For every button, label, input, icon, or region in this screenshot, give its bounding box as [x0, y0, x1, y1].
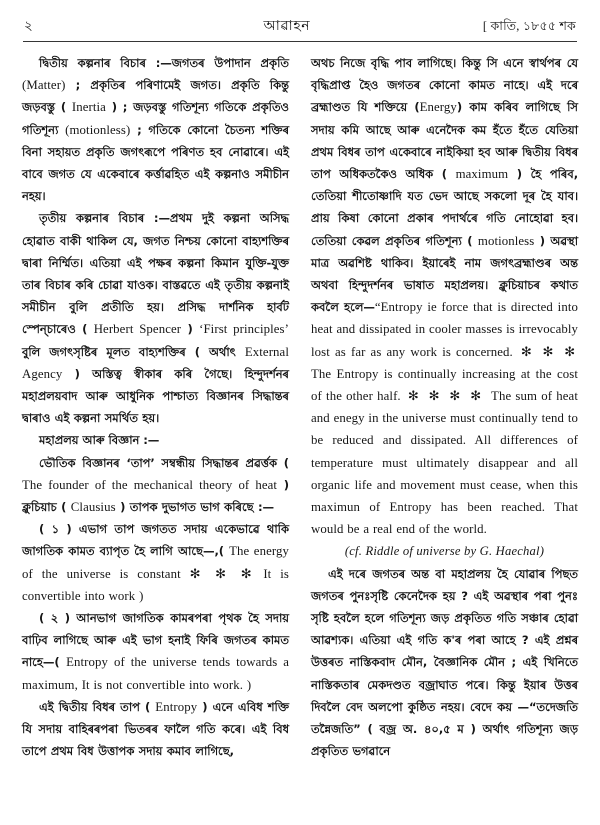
assamese-text-run: তৃতীয় কল্পনাৰ বিচাৰ :—প্ৰথম দুই কল্পনা অসিদ্ধ হোৱাত বাকী থাকিল যে, জগত নিশ্চয় কোনো বাহ্যশক্তিৰ দ্বাৰা নিৰ্ম্মিত। এতিয়া এই পক্ষৰ কল্পনা কিমান যুক্তি-যুক্ত তাৰ বিচাৰ কৰি চোৱা যাওক। বাস্তৱতে এই তৃতীয় কল্পনাই সমীচীন বুলি প্ৰতীতি হয়। প্ৰসিদ্ধ দাৰ্শনিক হাৰ্বট স্পেন্চাৰেও (	[22, 211, 289, 337]
latin-text-run: Entropy of the universe tends towards a maximum, It is not convertible into work. )	[22, 655, 289, 692]
paragraph	[22, 207, 289, 429]
assamese-text-run: ) অৱস্থা মাত্ৰ অৱশিষ্ট থাকিব। ইয়াৰেই নাম জগৎব্ৰহ্মাণ্ডৰ অন্ত অথবা হিন্দুদৰ্শনৰ ভাষাত মহাপ্ৰলয়। ক্লুচিয়াচৰ কথাত কবলৈ হলে—	[311, 233, 578, 315]
assamese-text-run: ; প্ৰকৃতিৰ পৰিণামেই জগত। প্ৰকৃতি কিন্তু জড়বস্তু (	[22, 78, 289, 115]
assamese-text-run: ) এনে এবিধ শক্তি যি সদায় বাহিৰৰপৰা ভিতৰৰ ফালৈ গতি কৰে। এই বিধ তাপে প্ৰথম বিধ উত্তাপক সদায় কমাব লাগিছে,	[22, 699, 289, 759]
assamese-text-run: ( ১ ) এভাগ তাপ জগতত সদায় একেভাৱে থাকি জাগতিক কামত ব্যাপৃত হৈ লাগি আছে—,(	[22, 522, 289, 559]
latin-text-run: Clausius	[70, 500, 116, 515]
latin-text-run: (Matter)	[22, 78, 66, 93]
assamese-text-run: )	[181, 322, 200, 337]
latin-text-run: Inertia	[71, 100, 106, 115]
latin-text-run: ‘First principles’	[199, 322, 289, 337]
latin-text-run: The founder of the mechanical theory of heat	[22, 477, 278, 492]
paragraph	[22, 52, 289, 207]
latin-text-run: (motionless)	[65, 122, 131, 137]
assamese-text-run: ( ২ ) আনভাগ জাগতিক কামৰপৰা পৃথক হৈ সদায় বাঢ়িব লাগিছে আৰু এই ভাগ হনাই ফিৰি জগতৰ কামত নাহে—(	[22, 611, 289, 670]
latin-text-run: motionless	[477, 233, 535, 248]
assamese-text-run: অথচ নিজে বৃদ্ধি পাব লাগিছে। কিন্তু সি এনে স্বাৰ্থপৰ যে বৃদ্ধিপ্ৰাপ্ত হৈও জগতৰ কোনো কামত নাহে। এই দৰে ব্ৰহ্মাণ্ডত যি শক্তিয়ে (	[311, 56, 578, 115]
latin-text-run: Entropy	[155, 699, 198, 714]
asterisk-separator: ✻ ✻ ✻ ✻	[400, 389, 492, 404]
asterisk-separator: ✻ ✻ ✻	[512, 344, 579, 359]
assamese-text-run: ) অস্তিত্ব স্বীকাৰ কৰি গৈছে। হিন্দুদৰ্শনৰ মহাপ্ৰলয়বাদ আৰু আধুনিক পাশ্চাত্য বিজ্ঞানৰ সিদ্ধান্তৰ দ্বাৰাও এই কল্পনা সমৰ্থিত হয়।	[22, 366, 289, 426]
assamese-text-run: ) তাপক দুভাগত ভাগ কৰিছে :—	[115, 500, 274, 515]
paragraph	[22, 518, 289, 607]
left-column	[22, 52, 289, 812]
assamese-text-run: ) কাম কৰিব লাগিছে সি সদায় কমি আছে আৰু এনেদৈক কম হঁতে হঁতে যেতিয়া প্ৰথম বিধৰ তাপ একেবাৰে নাইকিয়া হব আৰু দ্বিতীয় বিধৰ তাপ অধিকতকৈও অধিক (	[311, 100, 578, 182]
assamese-text-run: বুলি জগৎসৃষ্টিৰ মূলত বাহ্যশক্তিৰ ( অৰ্থাৎ	[22, 344, 245, 359]
latin-text-run: The Entropy is continually increasing at the cost of the other half.	[311, 366, 578, 404]
page-folio-number: ২	[24, 18, 33, 33]
latin-text-run: Energy	[419, 100, 457, 115]
assamese-text-run: ) ক্লুচিয়াচ (	[22, 477, 289, 515]
assamese-text-run: এই দ্বিতীয় বিধৰ তাপ (	[39, 699, 156, 714]
paragraph	[22, 696, 289, 763]
latin-text-run: It is convertible into work )	[22, 566, 289, 603]
source-citation: (cf. Riddle of universe by G. Haechal)	[344, 544, 545, 559]
header-divider-rule	[23, 41, 577, 42]
paragraph	[22, 607, 289, 696]
paragraph	[311, 52, 578, 540]
latin-text-run: “Entropy ie force that is directed into heat and dissipated in cooler masses is irrevocably lost as far as any work is concerned.	[311, 300, 578, 359]
assamese-text-run: ) হৈ পৰিব, তেতিয়া শীতোষ্ণাদি যত ভেদ আছে সকলো দূৰ হৈ যাব। প্ৰায় কিষা কোনো প্ৰকাৰ পদাৰ্থৰে গতি নোহোৱা হব। তেতিয়া কেৱল প্ৰকৃতিৰ গতিশূন্য (	[311, 167, 579, 248]
latin-text-run	[181, 567, 190, 581]
latin-text-run: Herbert Spencer	[93, 322, 182, 337]
assamese-text-run: ) ; জড়বস্তু গতিশূন্য গতিকে প্ৰকৃতিও গতিশূন্য	[22, 100, 289, 137]
paragraph	[22, 452, 289, 519]
latin-text-run: The sum of heat and enegy in the universe must continually tend to be reduced and dissipated. All differences of temperature must ultimately disappear and all organic life and movement must cease, when this maximun of Entropy has been reached. That would be a real end of the world.	[311, 389, 579, 537]
assamese-text-run: ভৌতিক বিজ্ঞানৰ ‘তাপ’ সম্বন্ধীয় সিদ্ধান্তৰ প্ৰৱৰ্ত্তক (	[39, 455, 289, 470]
assamese-text-run: ; গতিকে কোনো চৈতন্য শক্তিৰ বিনা সহায়ত প্ৰকৃতি জগৎৰূপে পৰিণত হব নোৱাৰে। এই বাবে জগত যে একেবাৰে কৰ্ত্তাৱহিত এই কল্পনাও সমীচীন নহয়।	[22, 122, 290, 204]
latin-text-run: maximum	[455, 167, 509, 182]
running-head	[22, 14, 578, 38]
latin-text-run: External Agency	[22, 344, 289, 381]
section-subheading: মহাপ্ৰলয় আৰু বিজ্ঞান :—	[39, 433, 160, 448]
assamese-text-run: এই দৰে জগতৰ অন্ত বা মহাপ্ৰলয় হৈ যোৱাৰ পিছত জগতৰ পুনঃসৃষ্টি কেনেদৈক হয় ? এই অৱস্থাৰ পৰা পুনঃ সৃষ্টি হবলৈ হলে গতিশূন্য জড় প্ৰকৃতিত গতি সঞ্চাৰ হোৱা আৱশ্যক। এতিয়া এই গতি ক'ৰ পৰা আহে ? এই প্ৰশ্নৰ উত্তৰত নাস্তিকবাদ মৌন, বৈজ্ঞানিক মৌন ; এই খিনিতে নাস্তিকতাৰ মেকদণ্ডত বজ্ৰাঘাত পৰে। কিন্তু ইয়াৰ উত্তৰ দিবলৈ বেদ অলপো কুষ্ঠিত নহয়। বেদে কয় —“তদেজতি তন্নৈজতি” ( বজ্ৰ অ. ৪০,৫ ম ) অৰ্থাৎ গতিশূন্য জড় প্ৰকৃতিত ভগৱানে	[311, 566, 578, 759]
latin-text-run: The energy of the universe is constant	[22, 544, 289, 581]
right-column	[311, 52, 578, 812]
asterisk-separator: ✻ ✻ ✻	[189, 566, 255, 581]
two-column-body	[22, 52, 578, 812]
paragraph	[311, 563, 578, 763]
assamese-text-run: দ্বিতীয় কল্পনাৰ বিচাৰ :—জগতৰ উপাদান প্ৰকৃতি	[39, 56, 289, 70]
journal-title: আৱাহন	[263, 19, 311, 34]
issue-date: [ কাতি, ১৮৫৫ শক	[482, 19, 576, 33]
